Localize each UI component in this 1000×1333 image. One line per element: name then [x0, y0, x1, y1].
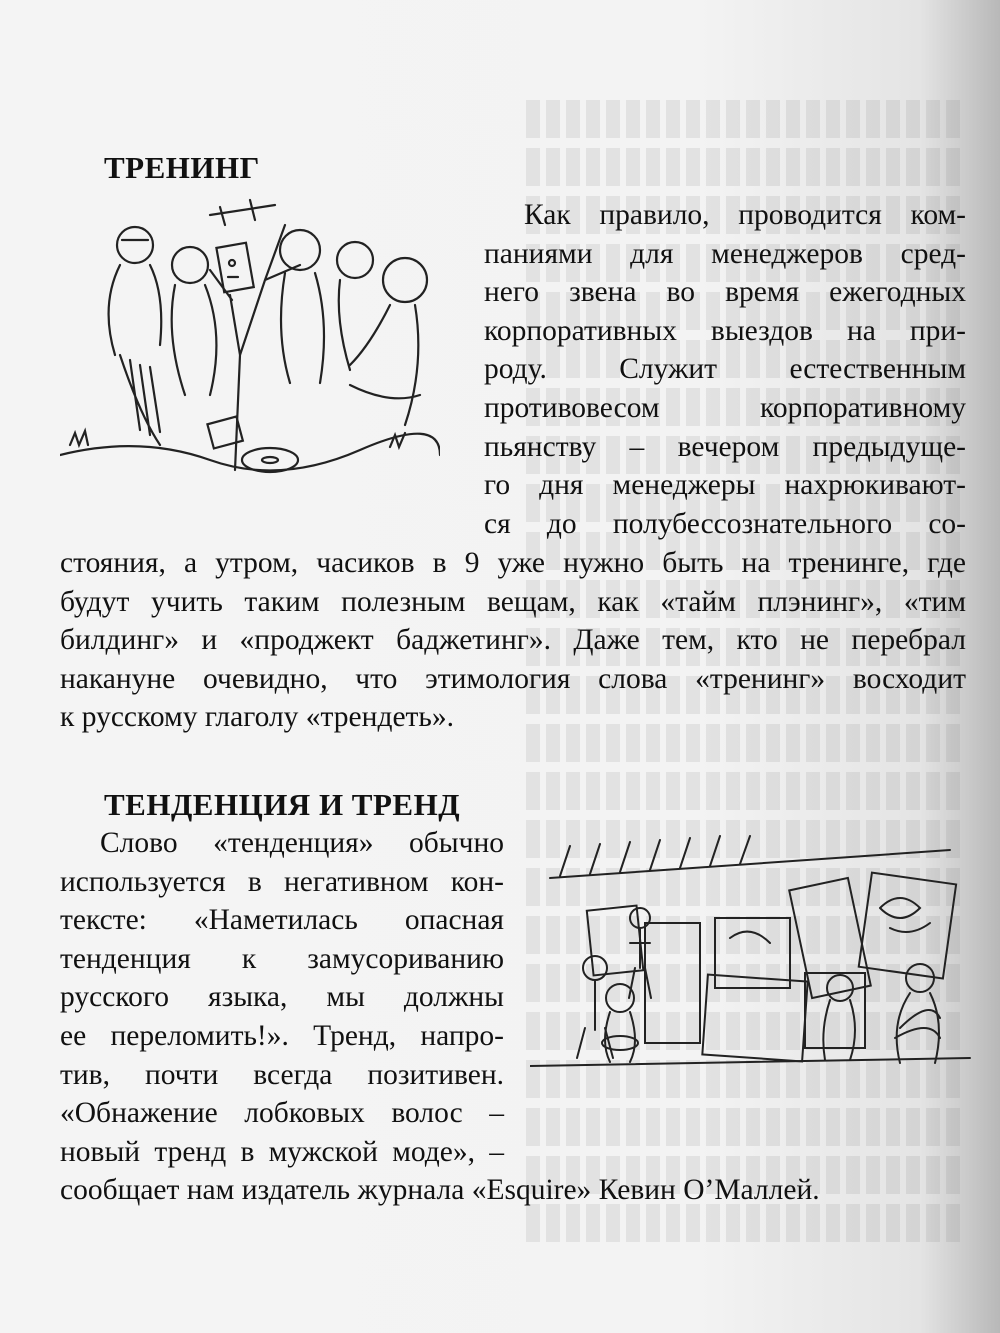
text-line: тексте: «Наметилась опасная — [60, 904, 504, 937]
text-line: к русскому глаголу «трендеть». — [60, 701, 455, 734]
text-line: сообщает нам издатель журнала «Esquire» Кевин О’Маллей. — [60, 1174, 820, 1206]
section-heading-tendency-and-trend: ТЕНДЕНЦИЯ И ТРЕНД — [104, 787, 461, 822]
trend-full-paragraph — [60, 1171, 920, 1210]
text-line: тенденция к замусориванию — [60, 942, 504, 975]
text-line: новый тренд в мужской моде», – — [60, 1135, 504, 1168]
text-line: пьянству – вечером предыдуще- — [484, 430, 966, 463]
text-line: него звена во время ежегодных — [484, 276, 966, 309]
text-line: ее переломить!». Тренд, напро- — [60, 1019, 504, 1052]
text-line: используется в негативном кон- — [60, 865, 504, 898]
text-line: Как правило, проводится ком- — [524, 199, 966, 231]
trend-wrapped-paragraph — [60, 824, 504, 1171]
section-heading-training: ТРЕНИНГ — [104, 150, 260, 185]
text-line: тив, почти всегда позитивен. — [60, 1058, 504, 1091]
text-line: будут учить таким полезным вещам, как «тайм плэнинг», «тим — [60, 585, 966, 618]
art-studio-cartoon-icon — [530, 828, 980, 1078]
text-line: роду. Служит естественным — [484, 353, 966, 386]
text-line: ся до полубессознательного со- — [484, 507, 966, 540]
picnic-training-cartoon-icon — [60, 185, 440, 480]
text-line: паниями для менеджеров сред- — [484, 237, 966, 270]
text-line: Слово «тенденция» обычно — [100, 827, 504, 859]
text-line: противовесом корпоративному — [484, 391, 966, 424]
text-line: стояния, а утром, часиков в 9 уже нужно быть на тренинге, где — [60, 547, 966, 579]
text-line: «Обнажение лобковых волос – — [60, 1097, 504, 1130]
text-line: го дня менеджеры нахрюкивают- — [484, 469, 966, 502]
text-line: билдинг» и «проджект баджетинг». Даже тем, кто не перебрал — [60, 624, 966, 657]
training-wrapped-paragraph — [484, 196, 966, 543]
text-line: русского языка, мы должны — [60, 981, 504, 1014]
text-line: накануне очевидно, что этимология слова «тренинг» восходит — [60, 662, 966, 695]
text-line: корпоративных выездов на при- — [484, 314, 966, 347]
training-full-paragraph — [60, 544, 966, 737]
